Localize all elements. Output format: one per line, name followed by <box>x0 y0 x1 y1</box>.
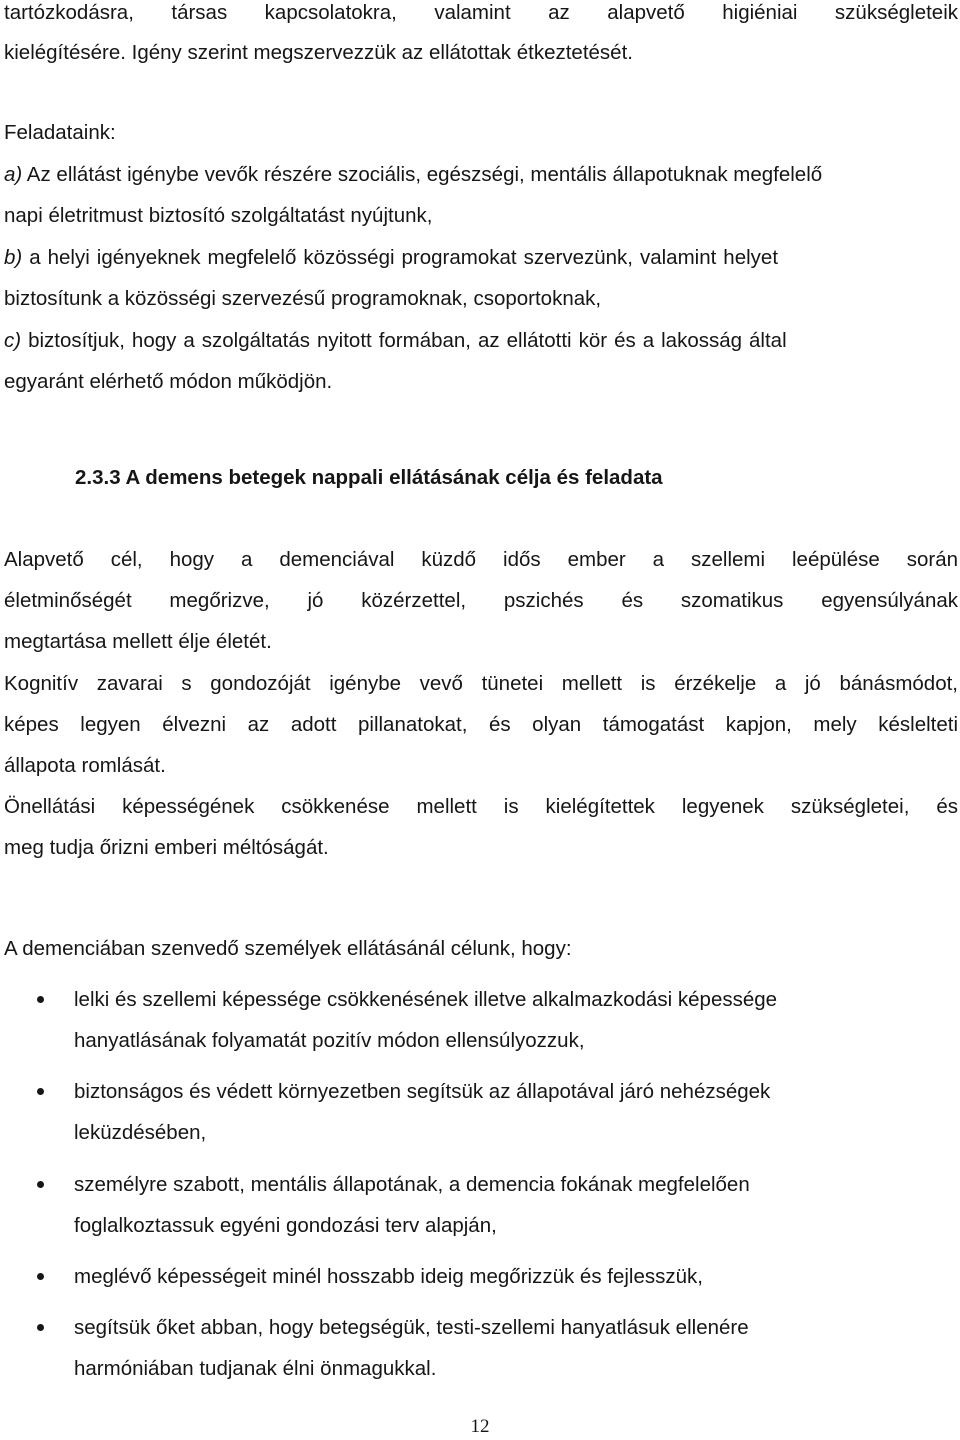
task-b-line-2: biztosítunk a közösségi szervezésű programoknak, csoportoknak, <box>4 287 602 310</box>
bullet-icon <box>37 996 44 1003</box>
bullet-icon <box>37 1088 44 1095</box>
p1-line-1: Alapvető cél, hogy a demenciával küzdő idős ember a szellemi leépülése során <box>4 548 958 571</box>
goal-5-line-1: segítsük őket abban, hogy betegségük, testi-szellemi hanyatlásuk ellenére <box>74 1316 749 1339</box>
section-title: 2.3.3 A demens betegek nappali ellátásának célja és feladata <box>75 466 663 489</box>
task-a-line-2: napi életritmust biztosító szolgáltatást nyújtunk, <box>4 204 433 227</box>
task-c-line-2: egyaránt elérhető módon működjön. <box>4 370 333 393</box>
task-c-marker: c) <box>4 329 22 352</box>
p2-line-1: Kognitív zavarai s gondozóját igénybe vevő tünetei mellett is érzékelje a jó bánásmódot, <box>4 672 958 695</box>
intro-line-2: kielégítésére. Igény szerint megszervezzük az ellátottak étkeztetését. <box>4 41 633 64</box>
goal-2-line-1: biztonságos és védett környezetben segítsük az állapotával járó nehézségek <box>74 1080 771 1103</box>
task-b-line-1 <box>4 243 956 273</box>
goal-1-line-1: lelki és szellemi képessége csökkenésének illetve alkalmazkodási képessége <box>74 988 778 1011</box>
p3-line-2: meg tudja őrizni emberi méltóságát. <box>4 836 329 859</box>
p1-line-2: életminőségét megőrizve, jó közérzettel, pszichés és szomatikus egyensúlyának <box>4 589 958 612</box>
bullet-icon <box>37 1273 44 1280</box>
bullet-icon <box>37 1324 44 1331</box>
p2-line-3: állapota romlását. <box>4 754 166 777</box>
goal-2-line-2: leküzdésében, <box>74 1121 207 1144</box>
task-b-text: a helyi igényeknek megfelelő közösségi programokat szervezünk, valamint helyet <box>22 246 779 269</box>
task-c-line-1 <box>4 326 956 356</box>
p1-line-3: megtartása mellett élje életét. <box>4 630 272 653</box>
task-b-marker: b) <box>4 246 23 269</box>
task-a-text: Az ellátást igénybe vevők részére szociális, egészségi, mentális állapotuknak megfelelő <box>22 163 823 186</box>
task-a-marker: a) <box>4 163 23 186</box>
goal-3-line-2: foglalkoztassuk egyéni gondozási terv alapján, <box>74 1214 497 1237</box>
goal-3-line-1: személyre szabott, mentális állapotának, a demencia fokának megfelelően <box>74 1173 750 1196</box>
goals-intro: A demenciában szenvedő személyek ellátásánál célunk, hogy: <box>4 937 572 960</box>
task-a-line-1 <box>4 160 958 190</box>
p2-line-2: képes legyen élvezni az adott pillanatokat, és olyan támogatást kapjon, mely késlelteti <box>4 713 958 736</box>
intro-line-1: tartózkodásra, társas kapcsolatokra, valamint az alapvető higiéniai szükségleteik <box>4 1 958 24</box>
p3-line-1: Önellátási képességének csökkenése mellett is kielégítettek legyenek szükségletei, és <box>4 795 958 818</box>
goal-4-line-1: meglévő képességeit minél hosszabb ideig megőrizzük és fejlesszük, <box>74 1265 703 1288</box>
tasks-heading: Feladataink: <box>4 121 116 144</box>
goal-5-line-2: harmóniában tudjanak élni önmagukkal. <box>74 1357 437 1380</box>
page-number: 12 <box>470 1416 490 1437</box>
task-c-text: biztosítjuk, hogy a szolgáltatás nyitott formában, az ellátotti kör és a lakosság által <box>21 329 787 352</box>
bullet-icon <box>37 1181 44 1188</box>
goal-1-line-2: hanyatlásának folyamatát pozitív módon ellensúlyozzuk, <box>74 1029 585 1052</box>
